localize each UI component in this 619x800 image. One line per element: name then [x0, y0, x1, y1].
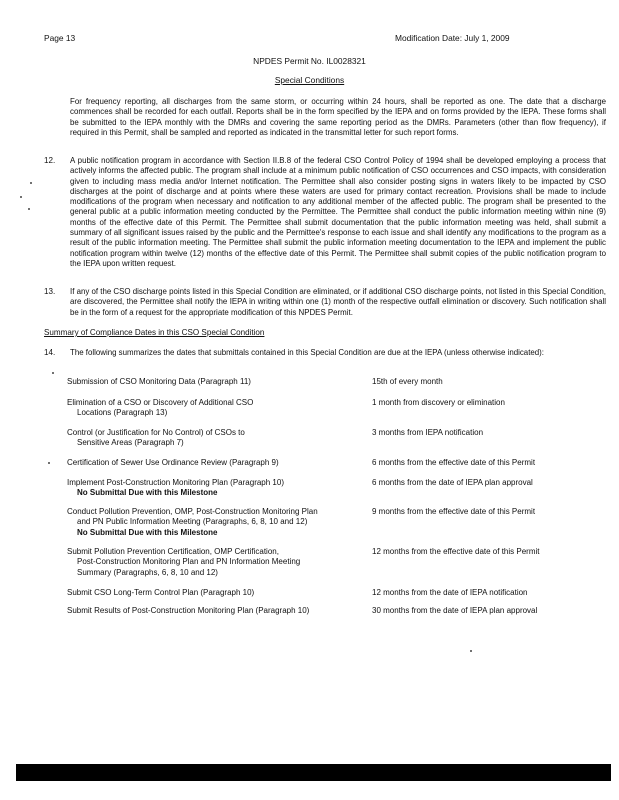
- scan-speck: [48, 462, 50, 464]
- scan-speck: [28, 208, 30, 210]
- modification-date: Modification Date: July 1, 2009: [395, 33, 510, 43]
- due-date: 3 months from IEPA notification: [372, 428, 484, 437]
- milestone-description: Elimination of a CSO or Discovery of Additional CSO Locations (Paragraph 13): [67, 398, 254, 418]
- intro-paragraph: For frequency reporting, all discharges from the same storm, or occurring within 24 hours, shall be reported as one. The date that a discharge commences shall be recorded for each outfall. Reports shall be in the form specified by the IEPA and on forms provided by the IEPA. These forms shall be submitted to the IEPA monthly with the DMRs and covering the same reporting period as the DMRs. Parameters (other than flow frequency), if required in this Permit, shall be sampled and reported as indicated in the transmittal letter for such report forms.: [70, 97, 606, 137]
- milestone-description: Certification of Sewer Use Ordinance Review (Paragraph 9): [67, 458, 279, 467]
- paragraph-12-text: A public notification program in accordance with Section II.B.8 of the federal CSO Control Policy of 1994 shall be developed employing a process that actively informs the affected public. The program shall include at a minimum public notification of CSO occurrences and CSO impacts, with consideration given to including mass media and/or Internet notification. The Permittee shall also consider posting signs in waters likely to be impacted by CSO discharges at the point of discharge and at points where these waters are used for primary contact recreation. Provisions shall be made to include modifications of the program when necessary and notification to any additional member of the affected public. The program shall be presented to the general public at a public information meeting conducted by the Permittee. The Permittee shall conduct the public information meeting within nine (9) months of the effective date of this Permit. The Permittee shall submit documentation that the public information meeting was held, shall submit a summary of all significant issues raised by the public and the Permittee's response to each issue and shall identify any modifications to the program as a result of the public information meeting. The Permittee shall submit the public information meeting documentation to the IEPA and implement the public notification program within twelve (12) months of the effective date of this Permit. The Permittee shall submit copies of the public notification program to the IEPA upon written request.: [70, 156, 606, 268]
- scan-speck: [20, 196, 22, 198]
- milestone-description: Submit Pollution Prevention Certification, OMP Certification, Post-Construction Monitoring Plan and PN Information Meeting Summary (Paragraphs, 6, 8, 10 and 12): [67, 547, 301, 577]
- page-number: Page 13: [44, 33, 76, 43]
- scan-speck: [52, 372, 54, 374]
- section-title: Special Conditions: [274, 75, 345, 85]
- due-date: 30 months from the date of IEPA plan approval: [372, 606, 538, 615]
- milestone-description: Conduct Pollution Prevention, OMP, Post-Construction Monitoring Plan and PN Public Information Meeting (Paragraphs, 6, 8, 10 and 12) No Submittal Due with this Milestone: [67, 507, 367, 538]
- paragraph-14-text: The following summarizes the dates that submittals contained in this Special Condition are due at the IEPA (unless otherwise indicated):: [70, 348, 544, 357]
- paragraph-12-number: 12.: [44, 156, 56, 165]
- due-date: 12 months from the effective date of this Permit: [372, 547, 540, 556]
- scan-edge-bar: [16, 764, 611, 781]
- scan-speck: [470, 650, 472, 652]
- due-date: 9 months from the effective date of this Permit: [372, 507, 536, 516]
- paragraph-13-number: 13.: [44, 287, 56, 296]
- milestone-description: Implement Post-Construction Monitoring Plan (Paragraph 10) No Submittal Due with this Milestone: [67, 478, 357, 499]
- due-date: 6 months from the effective date of this Permit: [372, 458, 536, 467]
- scan-speck: [30, 182, 32, 184]
- paragraph-13-text: If any of the CSO discharge points listed in this Special Condition are eliminated, or if additional CSO discharge points, not listed in this Special Condition, are discovered, the Permittee shall notify the IEPA in writing within one (1) month of the respective outfall elimination or discovery. Such notification shall be in the form of a request for the appropriate modification of this NPDES Permit.: [70, 287, 606, 317]
- no-submittal-note: No Submittal Due with this Milestone: [77, 488, 218, 498]
- milestone-description: Submit Results of Post-Construction Monitoring Plan (Paragraph 10): [67, 606, 310, 615]
- summary-heading: Summary of Compliance Dates in this CSO Special Condition: [44, 328, 265, 337]
- due-date: 1 month from discovery or elimination: [372, 398, 505, 407]
- due-date: 6 months from the date of IEPA plan approval: [372, 478, 533, 487]
- permit-number: NPDES Permit No. IL0028321: [253, 56, 366, 66]
- due-date: 12 months from the date of IEPA notification: [372, 588, 528, 597]
- milestone-description: Submission of CSO Monitoring Data (Paragraph 11): [67, 377, 251, 386]
- milestone-description: Submit CSO Long-Term Control Plan (Paragraph 10): [67, 588, 255, 597]
- paragraph-14-number: 14.: [44, 348, 56, 357]
- no-submittal-note: No Submittal Due with this Milestone: [77, 527, 218, 537]
- due-date: 15th of every month: [372, 377, 443, 386]
- milestone-description: Control (or Justification for No Control) of CSOs to Sensitive Areas (Paragraph 7): [67, 428, 245, 448]
